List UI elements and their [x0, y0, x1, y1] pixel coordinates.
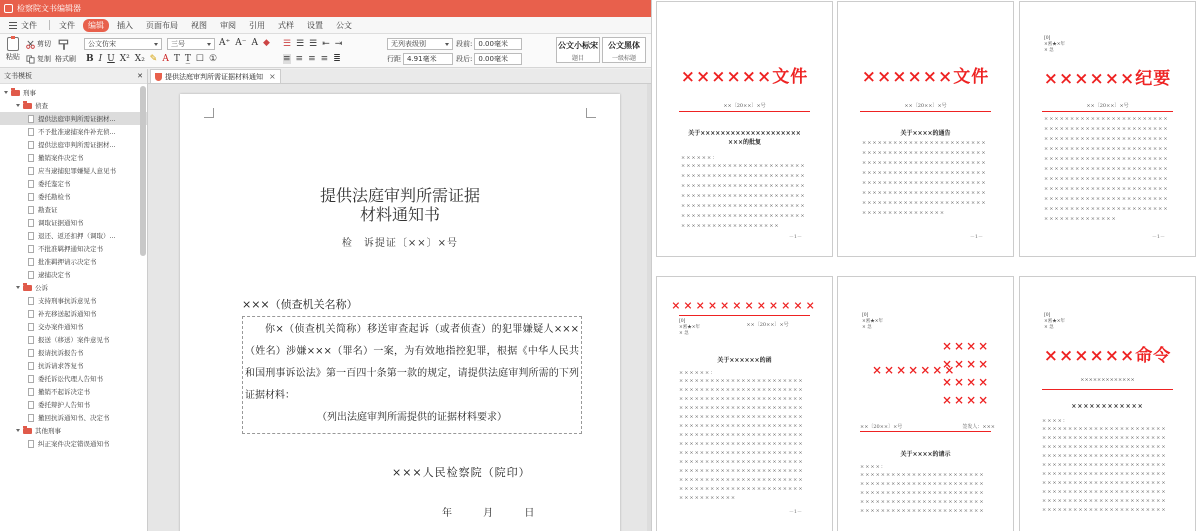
tree-folder[interactable]	[0, 281, 147, 294]
text-line: ××××××××××××××××××××××××	[1042, 489, 1167, 495]
document-number: ××〔20××〕×号	[1086, 103, 1129, 109]
document-recipient[interactable]: ×××（侦查机关名称）	[242, 298, 358, 311]
text-line: ××××××××××××××××××××××××	[1042, 507, 1167, 513]
format-painter-label: 格式刷	[55, 55, 76, 63]
text-line: ××××××××××××××××××××××××	[1042, 480, 1167, 486]
app-icon	[4, 4, 13, 13]
sidebar-scrollbar[interactable]	[140, 86, 146, 256]
template-sidebar	[0, 69, 148, 531]
tree-item-label: 退还、返还扣押（调取）...	[38, 232, 116, 240]
text-line: ××××××××××××××××××××××××	[1044, 166, 1169, 172]
menu-divider	[49, 20, 50, 30]
tree-item-label: 公诉	[35, 284, 48, 292]
text-line: ××××××××××××××××××××××××	[862, 150, 987, 156]
tree-item[interactable]	[0, 333, 147, 346]
text-line: ××××××××××××××××××××××××	[862, 160, 987, 166]
thumbnail-document[interactable]	[656, 1, 833, 257]
document-icon	[28, 206, 34, 214]
template-tree	[0, 84, 147, 450]
chevron-down-icon[interactable]	[16, 429, 20, 432]
folder-icon	[23, 285, 32, 291]
format-painter-button[interactable]	[58, 39, 72, 51]
document-number[interactable]: 检 诉提证〔××〕×号	[341, 238, 459, 249]
red-header: ××××××××××××	[671, 299, 818, 312]
text-line: ××××××××××××××××××××××××	[1044, 136, 1169, 142]
tree-item-label: 提供法庭审判所需证据材...	[38, 141, 116, 149]
security-meta: [0] ×密★×年 × 急	[679, 319, 701, 336]
tab-bar	[148, 69, 652, 84]
text-line: ××××××××××××××××××××××××	[1042, 453, 1167, 459]
document-number: ××〔20××〕×号	[723, 103, 766, 109]
tree-item[interactable]	[0, 385, 147, 398]
chevron-down-icon	[445, 43, 449, 46]
document-title[interactable]: 提供法庭审判所需证据 材料通知书	[319, 186, 480, 224]
document-subject: 关于×××××××××××××××××××× ×××的批复	[688, 130, 801, 146]
menu-bar	[0, 17, 651, 34]
text-line: ××××××××××××××××××××××××	[679, 477, 804, 483]
document-icon	[28, 388, 34, 396]
close-icon[interactable]: ×	[269, 72, 276, 81]
distribute-icon[interactable]: ≣	[333, 54, 341, 64]
document-icon	[28, 440, 34, 448]
highlight-icon[interactable]: ✎	[149, 54, 158, 64]
text-line: ××××××××××××××××××××××××	[860, 499, 985, 505]
text-line: ××××××××××××××××××××××××	[860, 472, 985, 478]
spacing-before-field[interactable]: 段前: 0.00毫米	[456, 38, 522, 50]
tree-item-label: 委托勘检书	[38, 193, 71, 201]
document-icon	[28, 141, 34, 149]
text-line: ××××××××××××××××××××××××	[1042, 471, 1167, 477]
tree-item[interactable]	[0, 294, 147, 307]
page-corner-mark	[586, 108, 596, 118]
align-center-icon[interactable]: ≡	[295, 54, 304, 64]
indent-icon[interactable]: ⇥	[334, 39, 343, 49]
tree-item-label: 不予批准逮捕案件补充侦...	[38, 128, 116, 136]
font-size-select[interactable]: 三号	[167, 38, 215, 50]
text-line: ××××××：	[679, 370, 717, 376]
red-header: ××××××命令	[1043, 346, 1172, 366]
red-header: ××××××文件	[861, 67, 990, 87]
red-header: ×××××××	[872, 363, 957, 377]
tree-item[interactable]	[0, 268, 147, 281]
sidebar-title: 文书模板	[4, 72, 32, 80]
ribbon-toolbar	[0, 34, 651, 68]
tree-item-label: 应当逮捕犯罪嫌疑人意见书	[38, 167, 116, 175]
red-divider	[1042, 111, 1173, 112]
tree-item[interactable]	[0, 203, 147, 216]
copy-button[interactable]: 复制	[26, 54, 51, 64]
text-line: ××××××××××××××××××××××××	[1044, 146, 1169, 152]
list-level-select[interactable]: 无列表级别	[387, 38, 453, 50]
page-number: －1－	[788, 234, 802, 240]
document-subject: ××××××××××××	[1071, 403, 1144, 410]
font-name-select[interactable]: 公文仿宋	[84, 38, 162, 50]
security-meta: [0] ×密★×年 × 急	[1044, 36, 1066, 53]
page-number: －1－	[969, 234, 983, 240]
folder-icon	[11, 90, 20, 96]
tree-item-label: 不批准羁押通知决定书	[38, 245, 103, 253]
text-line: ××××××××××××××××××××××××	[862, 140, 987, 146]
change-case-icon[interactable]: A	[251, 38, 258, 48]
document-subject: 关于××××的通告	[900, 130, 951, 137]
text-line: ××××××××××××××××××××××××	[679, 405, 804, 411]
tree-item-label: 委托辩护人告知书	[38, 401, 90, 409]
menu-item-official[interactable]: 公文	[336, 20, 352, 30]
document-icon	[28, 362, 34, 370]
signer-label: 签发人：×××	[962, 424, 995, 430]
bullet-list-icon[interactable]: ☰	[296, 39, 305, 49]
document-page[interactable]	[180, 94, 620, 531]
clear-format-icon[interactable]: ◆	[263, 38, 270, 48]
document-subject: 关于××××××的函	[717, 357, 772, 364]
text-line: ××××：	[860, 464, 887, 470]
tree-item-label: 撤回抗诉通知书、决定书	[38, 414, 110, 422]
tree-item[interactable]	[0, 125, 147, 138]
list-buttons	[283, 39, 347, 49]
document-icon	[28, 232, 34, 240]
text-line: ××××××××××××××××××××××××	[862, 170, 987, 176]
tab-document[interactable]: 提供法庭审判所需证据材料通知 ×	[150, 69, 281, 83]
tree-item-label: 交办案件通知书	[38, 323, 84, 331]
text-line: ××××××××××××××××××××××××	[1042, 498, 1167, 504]
document-date[interactable]: 年 月 日	[442, 508, 549, 519]
thumbnail-document[interactable]	[837, 276, 1014, 531]
page-number: －1－	[788, 509, 802, 515]
document-subject: 关于××××的请示	[900, 451, 951, 458]
tree-item-label: 委托诉讼代理人告知书	[38, 375, 103, 383]
document-icon	[28, 180, 34, 188]
document-signer[interactable]: ×××人民检察院（院印）	[392, 466, 531, 479]
document-icon	[28, 271, 34, 279]
text-line: ×××××××××××	[679, 495, 737, 501]
tree-item-label: 纠正案件决定错误通知书	[38, 440, 110, 448]
document-icon	[28, 310, 34, 318]
format-painter-icon	[58, 39, 70, 51]
multilevel-list-icon[interactable]: ☰	[309, 39, 318, 49]
menu-item-settings[interactable]: 设置	[307, 20, 323, 30]
red-divider	[679, 111, 810, 112]
document-icon	[28, 154, 34, 162]
tree-item[interactable]	[0, 229, 147, 242]
chevron-down-icon	[154, 43, 158, 46]
tree-item-label: 侦查	[35, 102, 48, 110]
text-line: ××××××××××××××××××××××××	[1044, 156, 1169, 162]
tree-item[interactable]	[0, 359, 147, 372]
text-line: ××××××××××××××××××××××××	[1042, 462, 1167, 468]
chevron-down-icon	[207, 43, 211, 46]
window-title: 检察院文书编辑器	[17, 4, 81, 13]
align-right-icon[interactable]: ≡	[308, 54, 316, 64]
outdent-icon[interactable]: ⇤	[322, 39, 330, 49]
tree-folder[interactable]	[0, 99, 147, 112]
document-icon	[28, 245, 34, 253]
tree-item[interactable]	[0, 151, 147, 164]
tree-item[interactable]	[0, 346, 147, 359]
subscript-icon[interactable]: X₂	[134, 54, 145, 64]
red-divider	[1042, 389, 1173, 390]
red-divider	[860, 431, 991, 432]
text-line: ××××××××××××××××××××××××	[679, 423, 804, 429]
menu-item-file[interactable]: 文件	[59, 20, 75, 30]
folder-icon	[23, 428, 32, 434]
underline-dot-icon[interactable]: T̲	[184, 54, 191, 64]
font-grow-shrink	[219, 38, 275, 48]
text-line: ××××××××××××××××××××××××	[862, 200, 987, 206]
chevron-down-icon[interactable]	[16, 286, 20, 289]
text-line: ××××××××××××××××××××××××	[1042, 444, 1167, 450]
text-line: ××××××××××××××××××××××××	[862, 190, 987, 196]
justify-icon[interactable]: ≡	[320, 54, 329, 64]
tree-item[interactable]	[0, 372, 147, 385]
tree-item[interactable]	[0, 411, 147, 424]
tree-item-label: 撤销案件决定书	[38, 154, 84, 162]
italic-icon[interactable]: I	[98, 54, 103, 64]
tree-item[interactable]	[0, 216, 147, 229]
text-line: ××××××××××××××××××××××××	[860, 508, 985, 514]
tree-item-label: 其他刑事	[35, 427, 61, 435]
document-icon	[28, 128, 34, 136]
text-line: ××××××××××××××××	[862, 210, 946, 216]
document-icon	[28, 349, 34, 357]
page-corner-mark	[204, 108, 214, 118]
copy-icon	[26, 55, 35, 64]
thumbnail-document[interactable]	[656, 276, 833, 531]
red-header: ××××××纪要	[1043, 69, 1172, 89]
text-line: ××××××××××××××	[1044, 216, 1117, 222]
spacing-after-field[interactable]: 段后: 0.00毫米	[456, 53, 522, 65]
document-icon	[28, 414, 34, 422]
align-left-icon[interactable]: ≡	[283, 54, 291, 64]
red-divider	[679, 315, 810, 316]
text-line: ××××××××××××××××××××××××	[1044, 206, 1169, 212]
text-line: ×××××××××××××××××××	[681, 223, 780, 229]
tree-item-label: 抗诉请求答复书	[38, 362, 84, 370]
align-buttons	[283, 54, 346, 64]
shield-icon	[155, 73, 162, 81]
tree-item-label: 委托鉴定书	[38, 180, 71, 188]
border-icon[interactable]: ☐	[195, 54, 204, 64]
tree-item[interactable]	[0, 307, 147, 320]
title-bar	[0, 0, 651, 17]
tree-item-label: 勘查证	[38, 206, 58, 214]
text-line: ××××××××××××××××××××××××	[679, 378, 804, 384]
tree-item[interactable]	[0, 190, 147, 203]
tree-item[interactable]	[0, 398, 147, 411]
text-line: ××××××××××××××××××××××××	[1044, 116, 1169, 122]
text-line: ××××××××××××××××××××××××	[679, 486, 804, 492]
red-header-stack: ×××× ×××× ×××× ××××	[942, 339, 991, 407]
document-icon	[28, 401, 34, 409]
superscript-icon[interactable]: X²	[119, 54, 130, 64]
document-number: ×××××××××××××	[1080, 377, 1135, 383]
chevron-down-icon[interactable]	[4, 91, 8, 94]
security-meta: [0] ×密★×年 × 急	[862, 313, 884, 330]
text-line: ××××××××××××××××××××××××	[860, 490, 985, 496]
tree-item-label: 补充移送起诉通知书	[38, 310, 97, 318]
text-line: ××××××××××××××××××××××××	[679, 450, 804, 456]
text-line: ××××××××××××××××××××××××	[679, 432, 804, 438]
tree-item-label: 支持刑事抗诉意见书	[38, 297, 97, 305]
document-paragraph: 你×（侦查机关简称）移送审查起诉（或者侦查）的犯罪嫌疑人×××（姓名）涉嫌×××（罪名）一案，为有效地指控犯罪，根据《中华人民共和国刑事诉讼法》第一百四十条第一款的规定，请提供法庭审判所需的下列证据材料：	[245, 324, 579, 401]
tree-item-label: 批准羁押请示决定书	[38, 258, 97, 266]
text-line: ××××××××××××××××××××××××	[681, 193, 806, 199]
format-row	[86, 54, 222, 64]
tree-folder[interactable]	[0, 86, 147, 99]
folder-icon	[23, 103, 32, 109]
text-line: ××××××××××××××××××××××××	[681, 213, 806, 219]
bold-icon[interactable]: B	[86, 54, 94, 64]
tree-item-label: 撤销不起诉决定书	[38, 388, 90, 396]
cut-button[interactable]: 剪切	[26, 39, 51, 49]
menu-item-review[interactable]: 审阅	[220, 20, 236, 30]
line-spacing-field[interactable]: 行距 4.91毫米	[387, 53, 453, 65]
tree-folder[interactable]	[0, 424, 147, 437]
paste-icon	[7, 37, 19, 51]
document-icon	[28, 115, 34, 123]
tree-item[interactable]	[0, 242, 147, 255]
text-line: ××××××××××××××××××××××××	[679, 396, 804, 402]
menu-main[interactable]: 文件	[4, 19, 42, 32]
text-line: ××××××××××××××××××××××××	[681, 163, 806, 169]
thumbnail-document[interactable]	[1019, 1, 1196, 257]
hamburger-icon	[9, 25, 17, 26]
text-line: ××××××××××××××××××××××××	[681, 173, 806, 179]
document-area	[148, 69, 652, 531]
document-body-field[interactable]	[242, 316, 582, 434]
text-line: ××××××××××××××××××××××××	[1042, 426, 1167, 432]
chevron-down-icon[interactable]	[16, 104, 20, 107]
grow-font-icon[interactable]: A⁺	[219, 38, 231, 48]
tree-item[interactable]	[0, 437, 147, 450]
tree-item-label: 调取证据通知书	[38, 219, 84, 227]
tree-item-label: 刑事	[23, 89, 36, 97]
shrink-font-icon[interactable]: A⁻	[235, 38, 247, 48]
tree-item[interactable]	[0, 164, 147, 177]
style-title[interactable]: 公文小标宋 题目	[556, 37, 600, 63]
menu-item-page-layout[interactable]: 页面布局	[146, 20, 178, 30]
text-line: ××××：	[1042, 418, 1069, 424]
menu-item-style[interactable]: 式样	[278, 20, 294, 30]
red-header: ××××××文件	[680, 67, 809, 87]
text-line: ××××××××××××××××××××××××	[1044, 186, 1169, 192]
document-icon	[28, 258, 34, 266]
tree-item-label: 报送（移送）案件意见书	[38, 336, 110, 344]
text-line: ××××××××××××××××××××××××	[1042, 435, 1167, 441]
document-icon	[28, 167, 34, 175]
menu-item-insert[interactable]: 插入	[117, 20, 133, 30]
text-line: ××××××××××××××××××××××××	[860, 481, 985, 487]
tree-item[interactable]	[0, 177, 147, 190]
page-number: －1－	[1151, 234, 1165, 240]
document-icon	[28, 375, 34, 383]
close-icon[interactable]: ✕	[137, 72, 143, 80]
menu-item-edit[interactable]: 编辑	[83, 19, 109, 32]
thumbnail-document[interactable]	[1019, 276, 1196, 531]
text-line: ××××××××××××××××××××××××	[1044, 176, 1169, 182]
text-line: ××××××××××××××××××××××××	[679, 387, 804, 393]
text-line: ××××××××××××××××××××××××	[679, 441, 804, 447]
text-line: ××××××××××××××××××××××××	[679, 459, 804, 465]
tree-item[interactable]	[0, 255, 147, 268]
text-line: ××××××××××××××××××××××××	[1044, 196, 1169, 202]
tree-item[interactable]	[0, 112, 147, 125]
document-icon	[28, 323, 34, 331]
text-line: ××××××：	[681, 155, 719, 161]
text-line: ××××××××××××××××××××××××	[679, 414, 804, 420]
tree-item-label: 提供法庭审判所需证据材...	[38, 115, 116, 123]
text-line: ××××××××××××××××××××××××	[1044, 126, 1169, 132]
sidebar-header	[0, 69, 147, 84]
enclose-char-icon[interactable]: ①	[208, 54, 218, 64]
font-color-icon[interactable]: A	[162, 54, 169, 64]
paste-button[interactable]: 粘贴	[3, 37, 23, 62]
thumbnail-document[interactable]	[837, 1, 1014, 257]
numbered-list-icon[interactable]: ☰	[283, 39, 292, 49]
text-line: ××××××××××××××××××××××××	[679, 468, 804, 474]
menu-item-view[interactable]: 视图	[191, 20, 207, 30]
document-scrollbar[interactable]	[647, 84, 652, 531]
tree-item[interactable]	[0, 138, 147, 151]
document-note: （列出法庭审判所需提供的证据材料要求）	[317, 412, 507, 423]
red-divider	[860, 111, 991, 112]
strikethrough-icon[interactable]: T	[173, 54, 180, 64]
document-number: ××〔20××〕×号	[746, 322, 789, 328]
document-number: ××〔20××〕×号	[860, 424, 903, 430]
text-line: ××××××××××××××××××××××××	[862, 180, 987, 186]
tree-item-label: 报请抗诉报告书	[38, 349, 84, 357]
document-icon	[28, 193, 34, 201]
text-line: ××××××××××××××××××××××××	[681, 203, 806, 209]
text-line: ××××××××××××××××××××××××	[681, 183, 806, 189]
scissors-icon	[26, 40, 35, 49]
document-icon	[28, 219, 34, 227]
style-heading-1[interactable]: 公文黑体 一级标题	[602, 37, 646, 63]
document-icon	[28, 297, 34, 305]
document-number: ××〔20××〕×号	[904, 103, 947, 109]
underline-icon[interactable]: U	[107, 54, 115, 64]
document-icon	[28, 336, 34, 344]
tree-item[interactable]	[0, 320, 147, 333]
security-meta: [0] ×密★×年 × 急	[1044, 313, 1066, 330]
menu-item-reference[interactable]: 引用	[249, 20, 265, 30]
tree-item-label: 逮捕决定书	[38, 271, 71, 279]
